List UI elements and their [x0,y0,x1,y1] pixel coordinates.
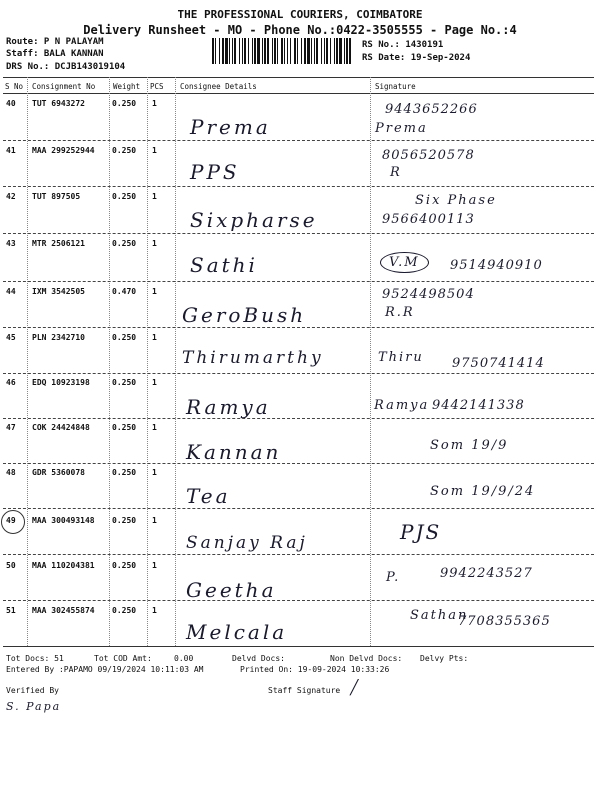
row-consignee-handwriting: Geetha [186,578,277,602]
row-pcs: 1 [152,516,157,525]
row-signature: Prema [375,121,428,136]
row-pcs: 1 [152,192,157,201]
row-signature: Som 19/9 [430,438,509,453]
row-separator [3,463,594,464]
row-pcs: 1 [152,239,157,248]
row-phone-handwriting: 9443652266 [385,102,478,117]
verified-by-label: Verified By [6,686,59,695]
staff-signature-mark: ╱ [350,680,361,696]
row-pcs: 1 [152,423,157,432]
row-consignment: MTR 2506121 [32,239,85,248]
row-pcs: 1 [152,606,157,615]
row-separator [3,327,594,328]
column-divider [175,77,176,646]
row-consignment: GDR 5360078 [32,468,85,477]
row-consignee-handwriting: Prema [190,115,271,139]
drs-number: DRS No.: DCJB143019104 [6,62,126,72]
row-consignee-handwriting: PPS [190,160,240,184]
runsheet-subtitle: Delivery Runsheet - MO - Phone No.:0422-3505555 - Page No.:4 [83,23,517,37]
row-separator [3,140,594,141]
row-sno: 41 [6,146,16,155]
row-consignee-handwriting: Sathi [190,253,258,277]
row-signature: R [390,165,402,180]
row-sno: 49 [6,516,16,525]
row-sno: 46 [6,378,16,387]
verifier-signature: S. Papa [6,700,62,713]
row-pcs: 1 [152,468,157,477]
column-divider [109,77,110,646]
printed-on: Printed On: 19-09-2024 10:33:26 [240,665,390,674]
row-consignment: EDQ 10923198 [32,378,90,387]
row-weight: 0.250 [112,516,137,525]
row-pcs: 1 [152,99,157,108]
total-docs: Tot Docs: 51 [6,654,64,663]
row-phone-handwriting: 9942243527 [440,566,533,581]
row-consignment: MAA 110204381 [32,561,95,570]
row-weight: 0.250 [112,468,137,477]
row-consignee-handwriting: Sanjay Raj [186,533,308,553]
company-title: THE PROFESSIONAL COURIERS, COIMBATORE [177,8,423,21]
header-top-rule [3,77,594,78]
row-weight: 0.250 [112,239,137,248]
table-bottom-rule [3,646,594,647]
row-weight: 0.250 [112,99,137,108]
row-consignee-handwriting: Sixpharse [190,208,318,232]
row-phone-handwriting: 9750741414 [452,356,545,371]
row-separator [3,554,594,555]
row-pcs: 1 [152,561,157,570]
row-separator [3,508,594,509]
rs-number: RS No.: 1430191 [362,40,444,50]
row-consignee-handwriting: GeroBush [182,303,307,327]
row-pcs: 1 [152,146,157,155]
col-signature: Signature [375,82,416,91]
row-signature: Six Phase [415,193,497,208]
row-signature: PJS [400,520,442,544]
row-weight: 0.250 [112,561,137,570]
row-separator [3,281,594,282]
row-weight: 0.250 [112,333,137,342]
delivery-points: Delvy Pts: [420,654,469,663]
row-sno: 42 [6,192,16,201]
barcode-image [212,38,352,64]
non-delivered-docs: Non Delvd Docs: [330,654,403,663]
col-consignment: Consignment No [32,82,96,91]
row-separator [3,373,594,374]
row-phone-handwriting: 7708355365 [458,614,551,629]
col-weight: Weight [113,82,141,91]
row-separator [3,186,594,187]
row-signature: P. [386,570,401,585]
row-sno: 47 [6,423,16,432]
row-sno: 48 [6,468,16,477]
row-sno: 40 [6,99,16,108]
staff-signature-label: Staff Signature [268,686,341,695]
col-pcs: PCS [150,82,164,91]
row-phone-handwriting: 9566400113 [382,212,475,227]
staff-label: Staff: BALA KANNAN [6,49,104,59]
entered-by: Entered By :PAPAMO 09/19/2024 10:11:03 AM [6,665,204,674]
total-cod-amount: 0.00 [174,654,194,663]
row-consignment: TUT 6943272 [32,99,85,108]
row-sno: 45 [6,333,16,342]
row-consignee-handwriting: Thirumarthy [182,348,324,368]
row-consignment: MAA 302455874 [32,606,95,615]
route-label: Route: P N PALAYAM [6,37,104,47]
row-separator [3,418,594,419]
row-pcs: 1 [152,333,157,342]
row-consignment: COK 24424848 [32,423,90,432]
column-divider [27,77,28,646]
row-consignee-handwriting: Kannan [186,440,282,464]
row-separator [3,600,594,601]
row-signature: Thiru [378,350,424,365]
row-consignment: PLN 2342710 [32,333,85,342]
row-phone-handwriting: 9524498504 [382,287,475,302]
col-consignee: Consignee Details [180,82,257,91]
row-phone-handwriting: 8056520578 [382,148,475,163]
column-divider [370,77,371,646]
row-sno: 44 [6,287,16,296]
row-sno: 51 [6,606,16,615]
row-phone-handwriting: 9442141338 [432,398,525,413]
row-sno: 43 [6,239,16,248]
row-consignment: MAA 299252944 [32,146,95,155]
total-cod-label: Tot COD Amt: [94,654,152,663]
row-pcs: 1 [152,378,157,387]
row-signature: Sathan [410,608,469,623]
delivered-docs: Delvd Docs: [232,654,285,663]
row-consignee-handwriting: Melcala [186,620,288,644]
row-consignee-handwriting: Tea [186,484,231,508]
row-weight: 0.250 [112,378,137,387]
row-signature: R.R [385,305,415,320]
row-pcs: 1 [152,287,157,296]
header-bottom-rule [3,93,594,94]
row-weight: 0.250 [112,192,137,201]
row-weight: 0.250 [112,423,137,432]
column-divider [147,77,148,646]
row-signature: Som 19/9/24 [430,484,536,499]
row-signature: V.M [380,252,429,273]
row-consignee-handwriting: Ramya [186,395,271,419]
row-consignment: MAA 300493148 [32,516,95,525]
col-sno: S No [5,82,24,91]
row-phone-handwriting: 9514940910 [450,258,543,273]
row-consignment: TUT 897505 [32,192,81,201]
row-signature: Ramya [374,398,430,413]
row-sno: 50 [6,561,16,570]
rs-date: RS Date: 19-Sep-2024 [362,53,471,63]
row-weight: 0.250 [112,146,137,155]
row-separator [3,233,594,234]
row-weight: 0.250 [112,606,137,615]
row-consignment: IXM 3542505 [32,287,85,296]
row-weight: 0.470 [112,287,137,296]
